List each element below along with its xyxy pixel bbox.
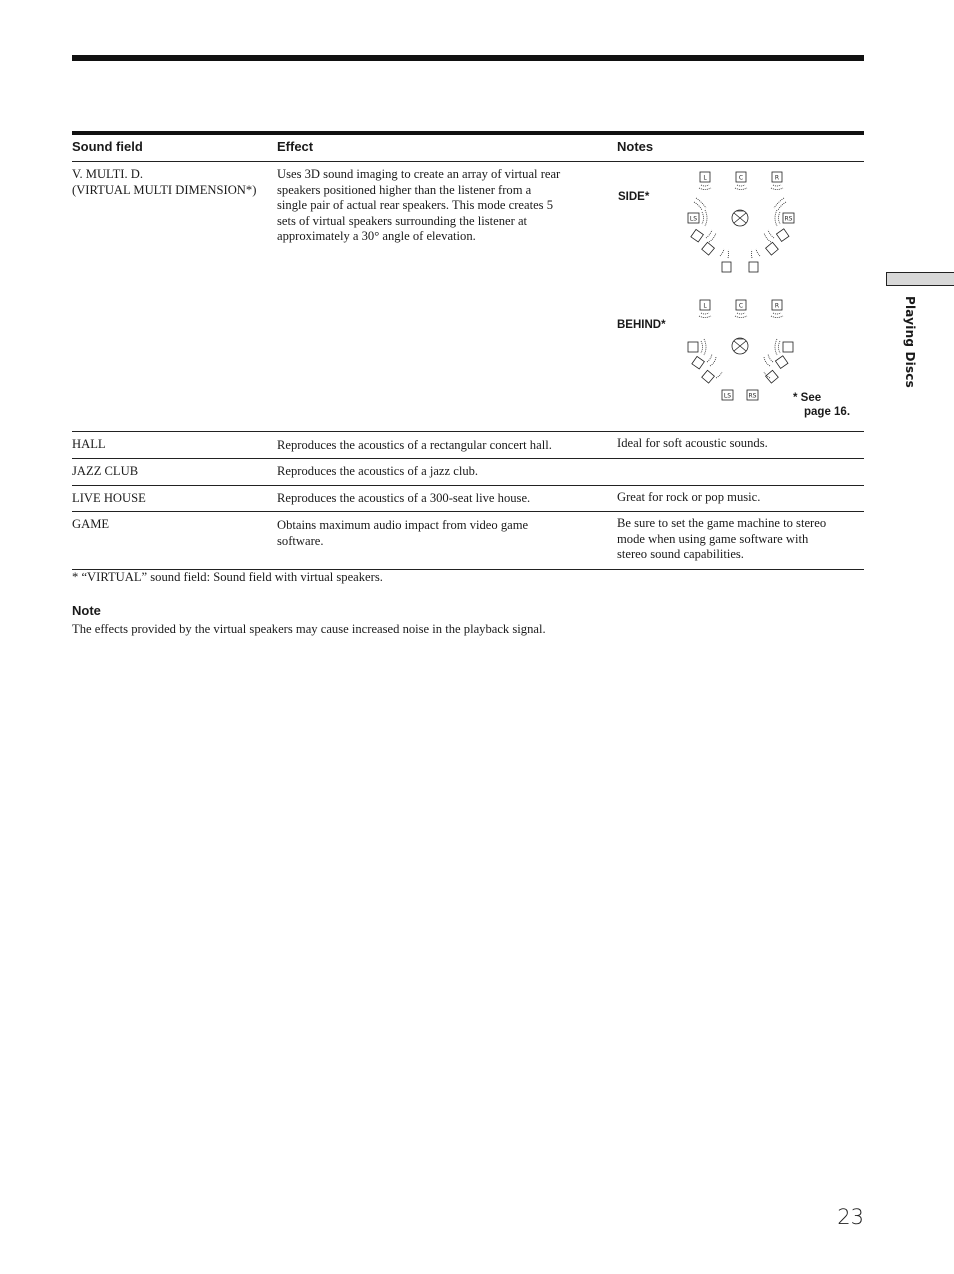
sound-field-name: V. MULTI. D. [72, 167, 144, 181]
sound-field-fullname: (VIRTUAL MULTI DIMENSION*) [72, 182, 257, 197]
row-hall-sound-field: HALL [72, 437, 106, 451]
speaker-label: R [774, 302, 780, 310]
table-top-rule [72, 131, 864, 135]
effect-line: software. [277, 533, 324, 548]
row-divider [72, 511, 864, 512]
row-jazz-club-effect: Reproduces the acoustics of a jazz club. [277, 464, 479, 478]
row-live-house-effect: Reproduces the acoustics of a 300-seat live house. [277, 491, 531, 505]
row-vmultid-sound-field [72, 167, 256, 198]
notes-line: stereo sound capabilities. [617, 547, 744, 561]
notes-line: Be sure to set the game machine to stereo [617, 516, 827, 530]
row-vmultid-effect [277, 167, 560, 245]
section-tab [886, 272, 954, 286]
behind-speaker-diagram [684, 296, 796, 406]
header-divider [72, 161, 864, 162]
top-rule [72, 55, 864, 61]
row-jazz-club-sound-field: JAZZ CLUB [72, 464, 139, 478]
effect-line: approximately a 30° angle of elevation. [277, 229, 476, 243]
effect-line: Obtains maximum audio impact from video game [277, 518, 529, 532]
header-notes: Notes [617, 139, 654, 154]
header-effect: Effect [277, 139, 314, 154]
effect-line: speakers positioned higher than the listener from a [277, 182, 532, 197]
speaker-label: R [774, 174, 780, 182]
see-note-line: page 16. [804, 405, 851, 418]
row-divider [72, 485, 864, 486]
row-live-house-notes: Great for rock or pop music. [617, 490, 761, 504]
speaker-label: C [738, 302, 744, 310]
see-page-note [793, 392, 850, 419]
notes-line: mode when using game software with [617, 531, 809, 546]
side-speaker-diagram [684, 168, 796, 276]
side-diagram-label: SIDE* [618, 191, 650, 203]
effect-line: Uses 3D sound imaging to create an array of virtual rear [277, 167, 561, 181]
row-divider [72, 458, 864, 459]
row-divider [72, 431, 864, 432]
row-hall-effect: Reproduces the acoustics of a rectangular concert hall. [277, 438, 552, 452]
speaker-label: L [703, 174, 707, 182]
section-tab-label: Playing Discs [903, 296, 917, 388]
speaker-label: L [703, 302, 707, 310]
effect-line: single pair of actual rear speakers. This mode creates 5 [277, 198, 554, 212]
see-note-line: * See [793, 392, 822, 404]
note-text: The effects provided by the virtual speakers may cause increased noise in the playback signal. [72, 622, 546, 636]
header-sound-field: Sound field [72, 139, 143, 154]
speaker-label: LS [689, 215, 698, 223]
speaker-label: C [738, 174, 744, 182]
row-live-house-sound-field: LIVE HOUSE [72, 491, 146, 505]
page-number: 23 [837, 1205, 864, 1229]
row-game-notes [617, 516, 826, 563]
effect-line: sets of virtual speakers surrounding the listener at [277, 213, 528, 228]
table-footnote: * “VIRTUAL” sound field: Sound field with virtual speakers. [72, 570, 383, 584]
row-game-sound-field: GAME [72, 517, 110, 531]
speaker-label: RS [748, 392, 757, 400]
row-hall-notes: Ideal for soft acoustic sounds. [617, 436, 768, 450]
note-title: Note [72, 603, 101, 618]
row-game-effect [277, 518, 528, 549]
speaker-label: LS [723, 392, 732, 400]
speaker-label: RS [784, 215, 793, 223]
behind-diagram-label: BEHIND* [617, 319, 666, 331]
